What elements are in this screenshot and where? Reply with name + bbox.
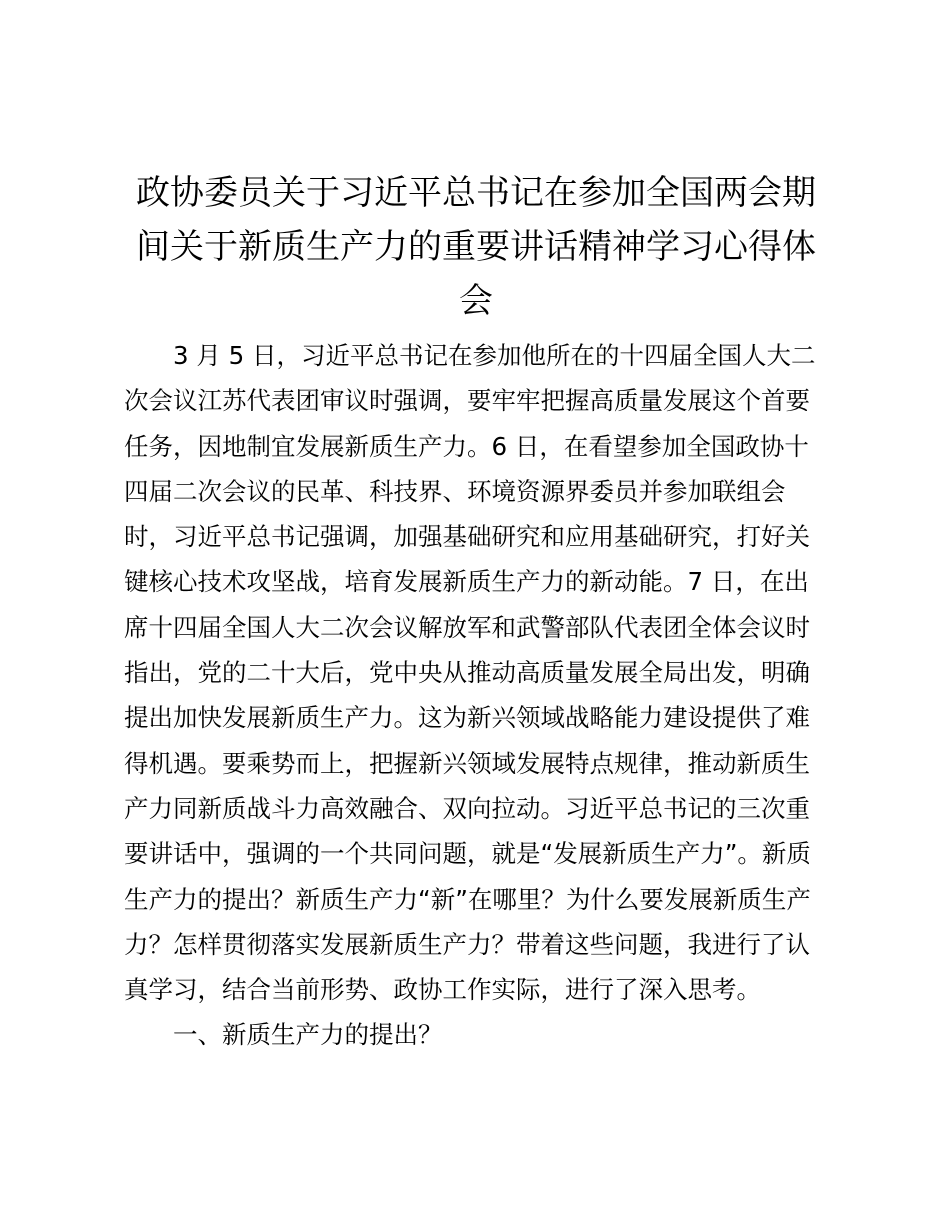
title-line-3: 会: [459, 281, 493, 321]
paragraph-line: 产力同新质战斗力高效融合、双向拉动。习近平总书记的三次重: [124, 793, 810, 823]
paragraph-line: 任务，因地制宜发展新质生产力。6 日，在看望参加全国政协十: [124, 431, 809, 461]
paragraph-line: 生产力的提出？新质生产力“新”在哪里？为什么要发展新质生产: [124, 884, 811, 914]
paragraph-line: 得机遇。要乘势而上，把握新兴领域发展特点规律，推动新质生: [124, 748, 810, 778]
paragraph-line: 力？怎样贯彻落实发展新质生产力？带着这些问题，我进行了认: [124, 929, 810, 959]
paragraph-line: 指出，党的二十大后，党中央从推动高质量发展全局出发，明确: [124, 658, 810, 688]
body-paragraph: [124, 333, 824, 1058]
paragraph-line: 席十四届全国人大二次会议解放军和武警部队代表团全体会议时: [124, 612, 810, 642]
paragraph-line: 3 月 5 日，习近平总书记在参加他所在的十四届全国人大二: [173, 341, 816, 370]
paragraph-line: 真学习，结合当前形势、政协工作实际，进行了深入思考。: [124, 975, 761, 1005]
title-line-2: 间关于新质生产力的重要讲话精神学习心得体: [136, 227, 816, 267]
paragraph-line: 次会议江苏代表团审议时强调，要牢牢把握高质量发展这个首要: [124, 386, 810, 416]
paragraph-line: 键核心技术攻坚战，培育发展新质生产力的新动能。7 日，在出: [124, 567, 809, 597]
paragraph-line: 提出加快发展新质生产力。这为新兴领域战略能力建设提供了难: [124, 703, 810, 733]
paragraph-line: 时，习近平总书记强调，加强基础研究和应用基础研究，打好关: [124, 522, 810, 552]
title-line-1: 政协委员关于习近平总书记在参加全国两会期: [136, 173, 816, 213]
paragraph-line: 要讲话中，强调的一个共同问题，就是“发展新质生产力”。新质: [124, 839, 811, 869]
paragraph-line: 四届二次会议的民革、科技界、环境资源界委员并参加联组会: [124, 476, 786, 506]
document-title: [126, 166, 826, 328]
section-heading: 一、新质生产力的提出？: [173, 1020, 443, 1050]
